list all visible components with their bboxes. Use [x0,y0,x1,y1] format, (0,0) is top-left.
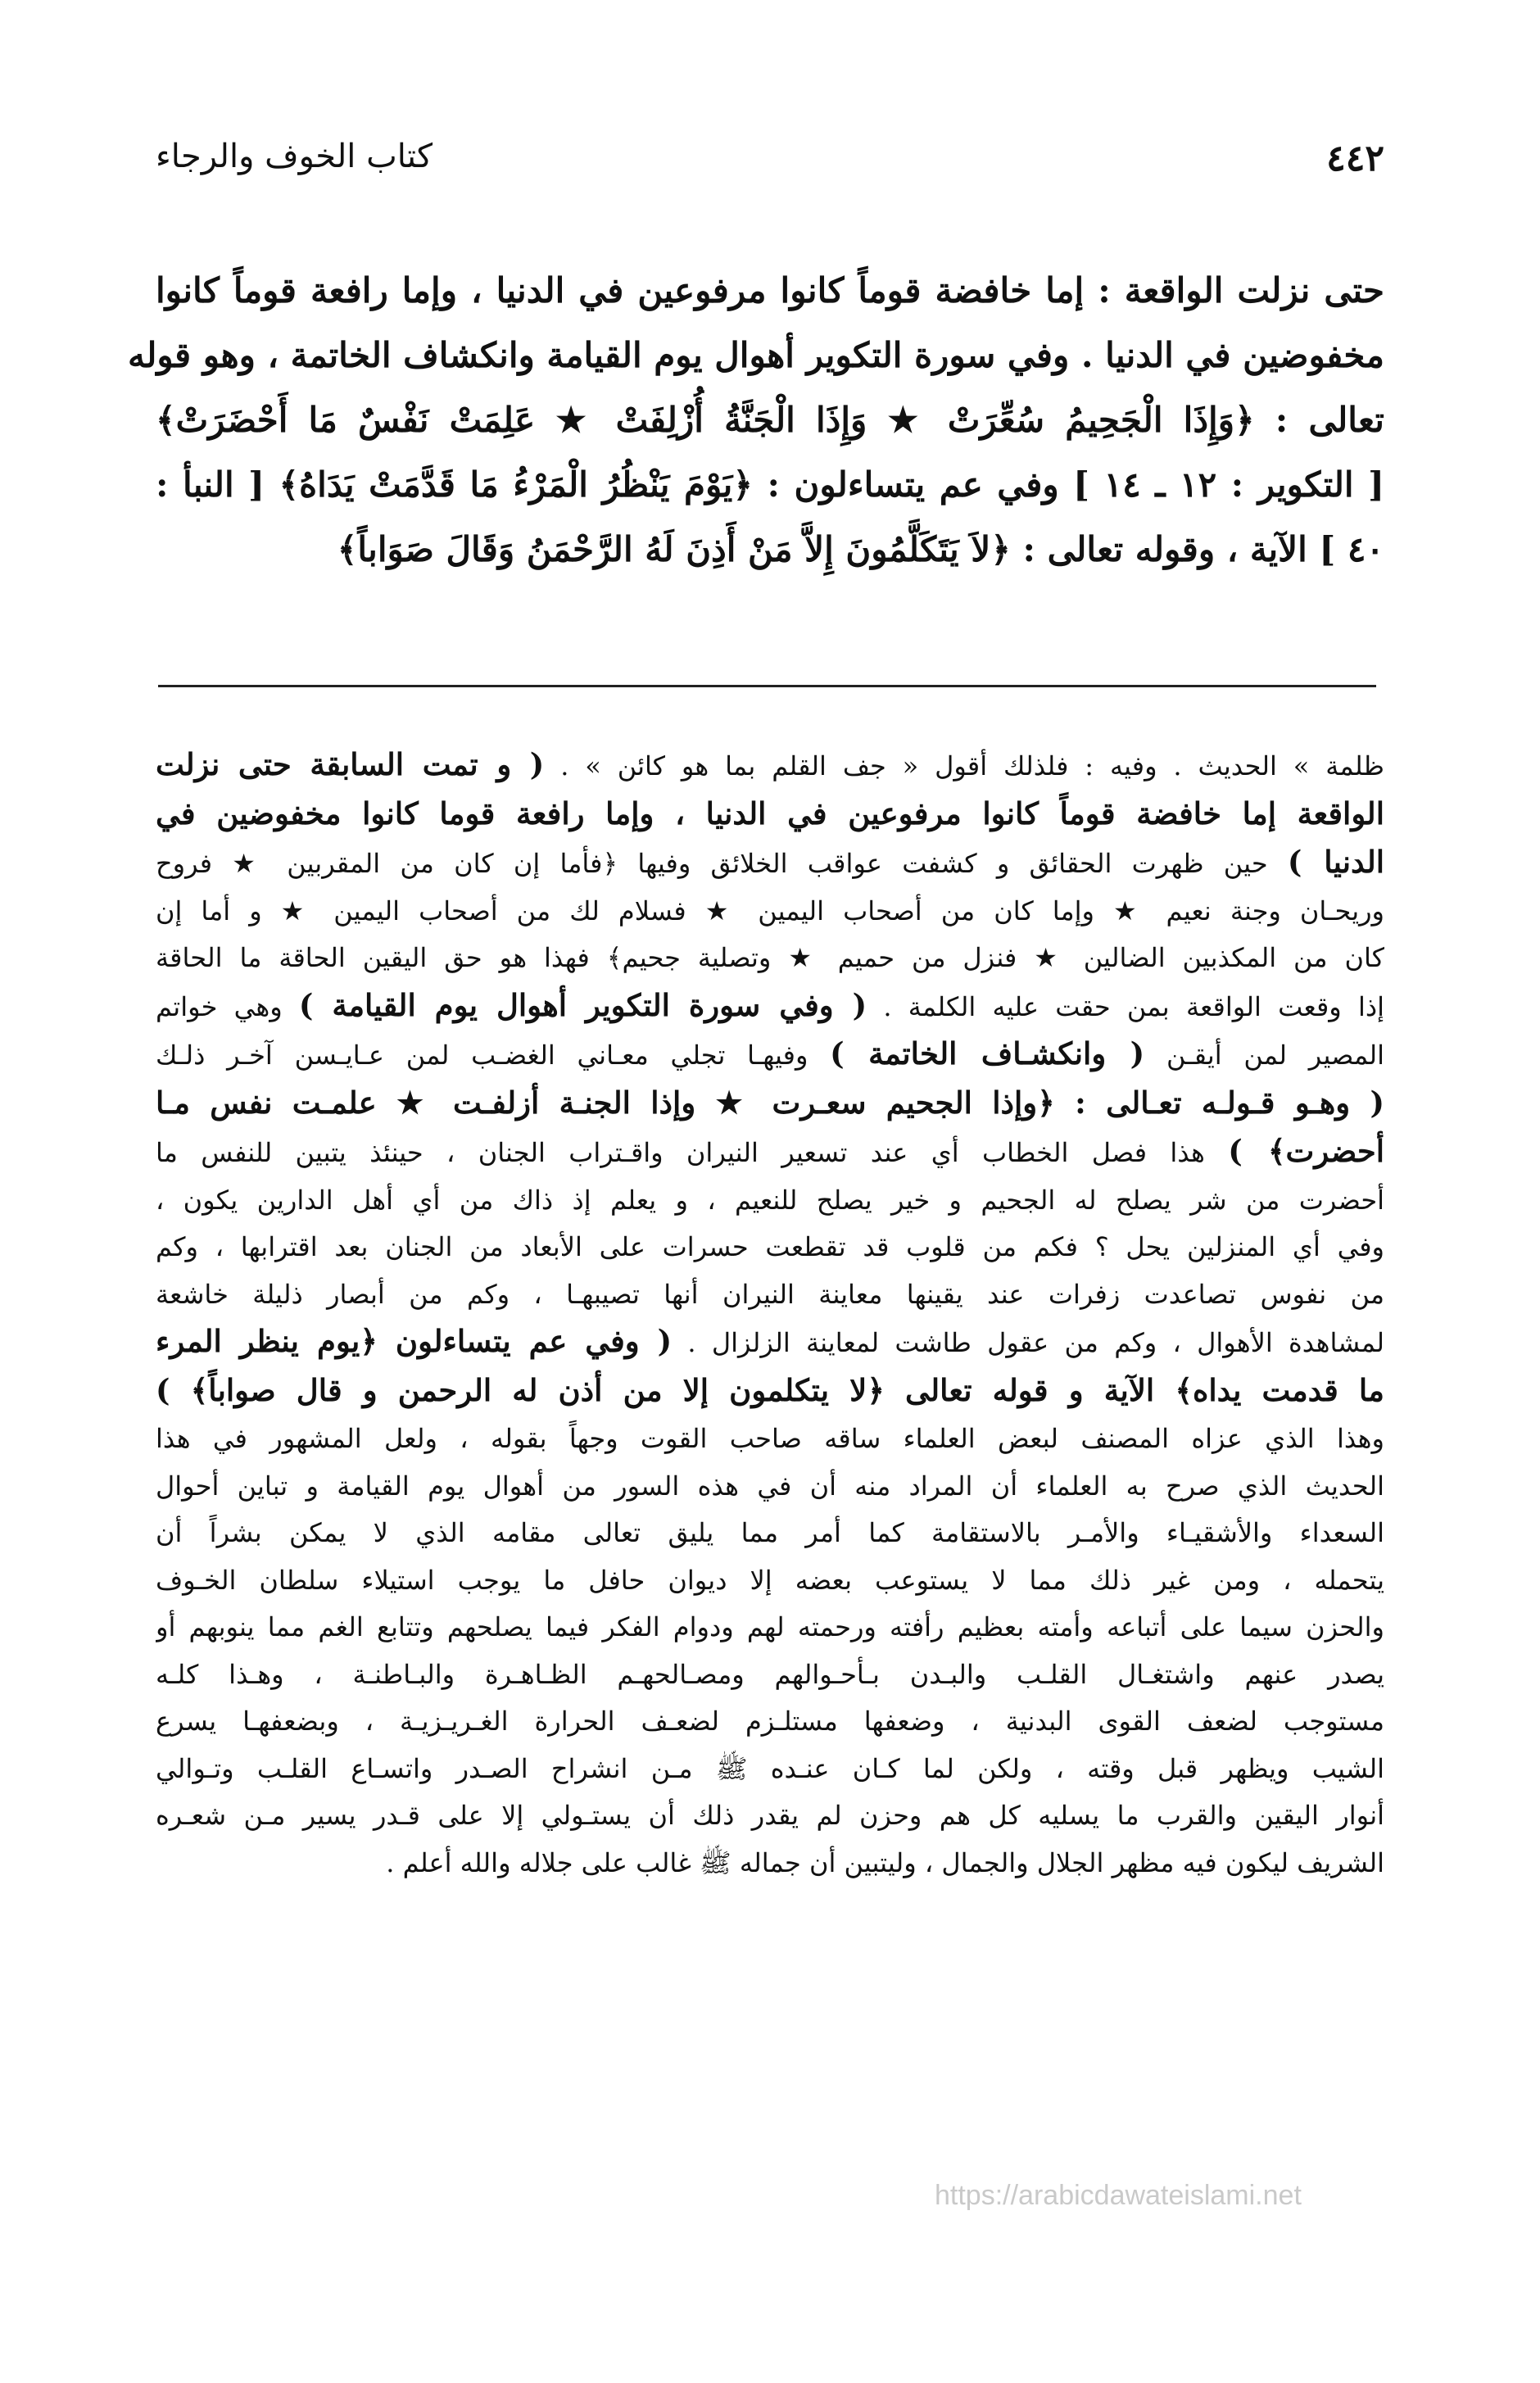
footnote-text: يتحمله ، ومن غير ذلك مما لا يستوعب بعضه إلا ديوان حافل ما يوجب استيلاء سلطان الخـوف [156,1564,1384,1596]
footnote-line [156,839,1384,888]
footnote-line [156,1128,1384,1177]
footnote-line [156,1792,1384,1840]
footnote-text: وفي أي المنزلين يحل ؟ فكم من قلوب قد تقطعت حسرات على الأبعاد من الجنان بعد اقترابها ، وكم [156,1231,1384,1262]
footnote-text: والحزن سيما على أتباعه وأمته بعظيم رأفته ورحمته لهم ودوام الفكر فيما يصلحهم وتتابع الغم مما ينوبهم أو [156,1611,1384,1642]
page-number: ٤٤٢ [1326,138,1384,179]
footnote-quoted-text: أحضرت﴾ ) [1228,1133,1384,1169]
footnote-text: حين ظهرت الحقائق و كشفت عواقب الخلائق وفيها ﴿فأما إن كان من المقربين ★ فروح [156,848,1288,879]
footnote-text: الشيب ويظهر قبل وقته ، ولكن لما كـان عنـده ﷺ مـن انشراح الصـدر واتسـاع القلـب وتـوالي [156,1752,1384,1784]
footnote-line [156,1367,1384,1416]
footnote-text: إذا وقعت الواقعة بمن حقت عليه الكلمة . [867,990,1384,1022]
footnote-text: الحديث الذي صرح به العلماء أن المراد منه أن في هذه السور من أهوال يوم القيامة و تباين أحوال [156,1470,1384,1502]
footnote-line [156,1080,1384,1129]
commentary-footnote [156,741,1384,1887]
footnote-line [156,1746,1384,1793]
main-text-line: مخفوضين في الدنيا . وفي سورة التكوير أهوال يوم القيامة وانكشاف الخاتمة ، وهو قوله [128,335,1384,375]
footnote-text: ظلمة » الحديث . وفيه : فلذلك أقول « جف القلم بما هو كائن » . [544,750,1384,781]
footnote-line [156,935,1384,982]
footnote-text: وهذا الذي عزاه المصنف لبعض العلماء ساقه صاحب القوت وجهاً بقوله ، ولعل المشهور في هذا [156,1423,1384,1454]
footnote-line [156,982,1384,1031]
page-header [156,138,1384,187]
footnote-text: كان من المكذبين الضالين ★ فنزل من حميم ★ وتصلية جحيم﴾ فهذا هو حق اليقين الحاقة ما الحاقة [156,942,1384,973]
footnote-text: المصير لمن أيقـن [1144,1040,1384,1071]
footnote-quoted-text: ( و تمت السابقة حتى نزلت [156,746,545,782]
main-text [128,258,1384,582]
footnote-text: لمشاهدة الأهوال ، وكم من عقول طاشت لمعاينة الزلزال . [672,1327,1384,1358]
footnote-text: أحضرت من شر يصلح له الجحيم و خير يصلح للنعيم ، و يعلم إذ ذاك من أي أهل الدارين يكون ، [156,1184,1384,1216]
footnote-line [156,1557,1384,1605]
running-title: كتاب الخوف والرجاء [156,138,433,175]
footnote-line [156,1840,1384,1887]
footnote-line [156,1318,1384,1367]
footnote-line [156,1177,1384,1225]
footnote-quoted-text: ( وهـو قـولـه تعـالى : ﴿وإذا الجحيم سعـرت ★ وإذا الجنـة أزلفـت ★ علمـت نفس مـا [156,1084,1384,1121]
main-text-line: حتى نزلت الواقعة : إما خافضة قوماً كانوا مرفوعين في الدنيا ، وإما رافعة قوماً كانوا [156,270,1384,310]
footnote-line [156,1651,1384,1699]
footnote-quoted-text: الواقعة إما خافضة قوماً كانوا مرفوعين في الدنيا ، وإما رافعة قوما كانوا مخفوضين في [156,795,1384,831]
footnote-quoted-text: ( وفي سورة التكوير أهوال يوم القيامة ) [298,986,867,1023]
footnote-divider [158,685,1376,687]
footnote-line [156,1271,1384,1319]
footnote-quoted-text: ( وانكشـاف الخاتمة ) [830,1035,1145,1071]
footnote-text: السعداء والأشقيـاء والأمـر بالاستقامة كما أمر مما يليق تعالى مقامه الذي لا يمكن بشراً أن [156,1517,1384,1548]
footnote-line [156,1604,1384,1651]
footnote-line [156,1416,1384,1463]
main-text-line: ٤٠ ] الآية ، وقوله تعالى : ﴿لاَ يَتَكَلَّمُونَ إِلاَّ مَنْ أَذِنَ لَهُ الرَّحْمَنُ وَقَالَ صَوَاباً﴾ [337,529,1384,569]
footnote-text: أنوار اليقين والقرب ما يسليه كل هم وحزن لم يقدر ذلك أن يستـولي إلا على قـدر يسير مـن شعـره [156,1800,1384,1831]
footnote-line [156,888,1384,936]
footnote-quoted-text: الدنيا ) [1287,844,1384,880]
watermark-url: https://arabicdawateislami.net [935,2180,1302,2211]
footnote-text: وهي خواتم [156,990,299,1022]
footnote-text: وريحـان وجنة نعيم ★ وإما كان من أصحاب اليمين ★ فسلام لك من أصحاب اليمين ★ و أما إن [156,895,1384,926]
footnote-quoted-text: ما قدمت يداه﴾ الآية و قوله تعالى ﴿لا يتكلمون إلا من أذن له الرحمن و قال صواباً﴾ ) [156,1371,1384,1408]
footnote-text: هذا فصل الخطاب أي عند تسعير النيران واقـتراب الجنان ، حينئذ يتبين للنفس ما [156,1137,1229,1168]
main-text-line: تعالى : ﴿وَإِذَا الْجَحِيمُ سُعِّرَتْ ★ وَإِذَا الْجَنَّةُ أُزْلِفَتْ ★ عَلِمَتْ نَفْسٌ مَا أَحْضَرَتْ﴾ [156,400,1384,440]
footnote-quoted-text: ( وفي عم يتساءلون ﴿يوم ينظر المرء [156,1323,673,1359]
footnote-text: من نفوس تصاعدت زفرات عند يقينها معاينة النيران أنها تصيبهـا ، وكم من أبصار ذليلة خاشعة [156,1278,1384,1310]
footnote-text: مستوجب لضعف القوى البدنية ، وضعفها مستلـزم لضعـف الحرارة الغـريـزيـة ، وبضعفهـا يسرع [156,1706,1384,1737]
footnote-line [156,1510,1384,1557]
footnote-line [156,741,1384,791]
footnote-text: يصدر عنهم واشتغـال القلـب والبـدن بـأحـوالهم ومصـالحهـم الظـاهـرة والبـاطنـة ، وهـذا كلـه [156,1658,1384,1690]
footnote-text: الشريف ليكون فيه مظهر الجلال والجمال ، وليتبين أن جماله ﷺ غالب على جلاله والله أعلم . [386,1846,1384,1878]
main-text-line: [ التكوير : ١٢ ـ ١٤ ] وفي عم يتساءلون : ﴿يَوْمَ يَنْظُرُ الْمَرْءُ مَا قَدَّمَتْ يَدَاهُ﴾ [ النبأ : [156,464,1384,505]
footnote-text: وفيهـا تجلي معـاني الغضـب لمن عـايـسن آخـر ذلـك [156,1040,831,1071]
footnote-line [156,1224,1384,1271]
footnote-line [156,1698,1384,1746]
footnote-line [156,791,1384,840]
footnote-line [156,1463,1384,1511]
footnote-line [156,1031,1384,1080]
